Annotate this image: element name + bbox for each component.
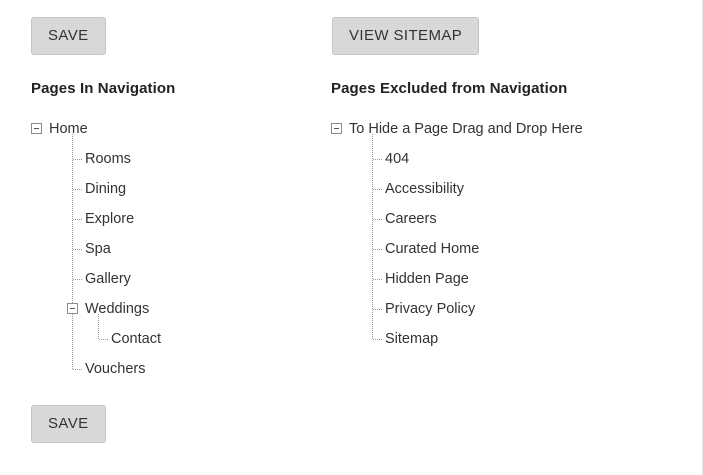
tree-branch-icon: [73, 159, 82, 160]
tree-node[interactable]: [331, 174, 671, 204]
tree-node[interactable]: [31, 264, 311, 294]
view-sitemap-button[interactable]: VIEW SITEMAP: [332, 17, 479, 55]
tree-node-label[interactable]: Curated Home: [385, 241, 480, 257]
tree-branch-icon: [373, 159, 382, 160]
tree-node-label[interactable]: Sitemap: [385, 331, 439, 347]
tree-branch-icon: [373, 189, 382, 190]
tree-branch-icon: [73, 369, 82, 370]
tree-branch-icon: [373, 279, 382, 280]
pages-excluded-column: [331, 80, 671, 354]
tree-node[interactable]: [31, 144, 311, 174]
tree-branch-icon: [373, 219, 382, 220]
tree-branch-icon: [373, 249, 382, 250]
tree-node-label[interactable]: Accessibility: [385, 181, 464, 197]
tree-node-label[interactable]: Weddings: [85, 301, 150, 317]
tree-branch-icon: [373, 309, 382, 310]
tree-node-label[interactable]: Spa: [85, 241, 111, 257]
pages-in-navigation-column: [31, 80, 311, 384]
tree-node[interactable]: [331, 294, 671, 324]
pages-excluded-title: Pages Excluded from Navigation: [331, 80, 568, 97]
tree-node-label[interactable]: 404: [385, 151, 410, 167]
tree-node[interactable]: [31, 174, 311, 204]
pages-excluded-tree[interactable]: [331, 114, 671, 354]
tree-branch-icon: [99, 339, 108, 340]
tree-node[interactable]: [31, 114, 311, 144]
tree-node[interactable]: [31, 354, 311, 384]
tree-node[interactable]: [331, 204, 671, 234]
tree-node-label[interactable]: To Hide a Page Drag and Drop Here: [349, 121, 583, 137]
tree-node-label[interactable]: Privacy Policy: [385, 301, 476, 317]
pages-in-navigation-title: Pages In Navigation: [31, 80, 176, 97]
tree-node[interactable]: [31, 204, 311, 234]
collapse-toggle-icon[interactable]: [331, 123, 342, 134]
tree-node[interactable]: [331, 264, 671, 294]
tree-node-label[interactable]: Vouchers: [85, 361, 146, 377]
tree-branch-icon: [373, 339, 382, 340]
tree-node-label[interactable]: Gallery: [85, 271, 131, 287]
save-button-bottom[interactable]: SAVE: [31, 405, 106, 443]
tree-node[interactable]: [31, 294, 311, 324]
tree-node[interactable]: [331, 114, 671, 144]
tree-node[interactable]: [331, 234, 671, 264]
tree-node-label[interactable]: Rooms: [85, 151, 131, 167]
tree-node-label[interactable]: Dining: [85, 181, 127, 197]
tree-node[interactable]: [31, 324, 311, 354]
tree-branch-icon: [73, 219, 82, 220]
collapse-toggle-icon[interactable]: [31, 123, 42, 134]
pages-in-navigation-tree[interactable]: [31, 114, 311, 384]
tree-node-label[interactable]: Contact: [111, 331, 161, 347]
tree-node[interactable]: [331, 144, 671, 174]
tree-node-label[interactable]: Hidden Page: [385, 271, 469, 287]
tree-branch-icon: [73, 189, 82, 190]
tree-node-label[interactable]: Explore: [85, 211, 135, 227]
collapse-toggle-icon[interactable]: [67, 303, 78, 314]
save-button-top[interactable]: SAVE: [31, 17, 106, 55]
tree-branch-icon: [73, 279, 82, 280]
tree-node[interactable]: [31, 234, 311, 264]
tree-node[interactable]: [331, 324, 671, 354]
tree-node-label[interactable]: Careers: [385, 211, 437, 227]
tree-node-label[interactable]: Home: [49, 121, 88, 137]
tree-branch-icon: [73, 249, 82, 250]
